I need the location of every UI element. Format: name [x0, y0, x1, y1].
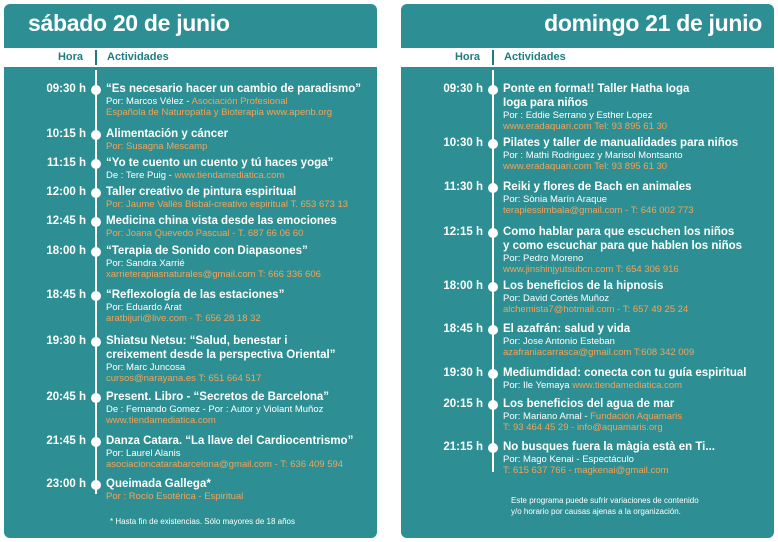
entry-contact: Por: Susagna Mescamp [106, 141, 208, 152]
header-divider [95, 50, 97, 65]
entry-contact: Fundación Aquamaris [590, 411, 683, 422]
actividades-column-header: Actividades [107, 51, 169, 63]
entry-time: 11:30 h [444, 181, 483, 193]
entry-speaker: Por: Marc Juncosa [106, 362, 186, 373]
entry-content [503, 279, 770, 315]
entry-speaker: Por: David Cortés Muñoz [503, 293, 610, 304]
entry-contact: terapiessimbala@gmail.com - T: 646 002 773 [503, 205, 694, 216]
entry-time: 12:45 h [46, 215, 86, 227]
entry-contact: www.tiendamediatica.com [106, 415, 216, 426]
entry-contact: cursos@narayana.es T: 651 664 517 [106, 373, 262, 384]
entry-title: Mediumdidad: conecta con tu guía espiritual [503, 367, 747, 379]
age-note: * Hasta fin de existencias. Sólo mayores de 18 años [110, 517, 295, 526]
timeline-dot [91, 188, 101, 198]
entry-content [106, 127, 373, 152]
entry-speaker: Por: Sònia Marín Araque [503, 194, 608, 205]
timeline-dot [488, 228, 498, 238]
entry-speaker: De : Tere Puig - [106, 170, 175, 181]
timeline-dot [488, 282, 498, 292]
entry-time: 20:45 h [46, 391, 86, 403]
entry-title: Shiatsu Netsu: “Salud, benestar i [106, 335, 288, 347]
header-divider [492, 50, 494, 65]
entry-content [503, 397, 770, 433]
entry-time: 09:30 h [443, 83, 483, 95]
timeline-dot [91, 337, 101, 347]
timeline-dot [488, 369, 498, 379]
entry-time: 11:15 h [47, 157, 86, 169]
timeline-line [492, 70, 494, 472]
entry-speaker: Por: Eduardo Arat [106, 302, 182, 313]
entry-content [106, 82, 373, 118]
sunday-panel [401, 4, 774, 538]
entry-content [106, 477, 373, 502]
entry-title: El azafrán: salud y vida [503, 323, 631, 335]
entry-speaker: De : Fernando Gomez - Por : Autor y Violant Muñoz [106, 404, 324, 415]
entry-contact: xarrieterapiasnaturales@gmail.com T: 666 336 606 [106, 269, 321, 280]
entry-time: 12:15 h [443, 226, 483, 238]
entry-speaker: Por: Pedro Moreno [503, 253, 584, 264]
entry-title: y como escuchar para que hablen los niños [503, 240, 743, 252]
entry-contact: alchemista7@hotmail.com - T: 657 49 25 24 [503, 304, 689, 315]
entry-time: 10:30 h [443, 137, 483, 149]
timeline-dot [91, 247, 101, 257]
entry-time: 21:15 h [443, 441, 483, 453]
entry-title: Taller creativo de pintura espiritual [106, 186, 297, 198]
entry-time: 19:30 h [46, 335, 86, 347]
hora-column-header: Hora [454, 51, 480, 63]
entry-time: 21:45 h [46, 435, 86, 447]
entry-time: 20:15 h [443, 398, 483, 410]
entry-contact: T: 93 464 45 29 - info@aquamaris.org [503, 422, 663, 433]
timeline-dot [488, 400, 498, 410]
entry-title: Medicina china vista desde las emociones [106, 215, 337, 227]
entry-contact: Por : Rocío Esotérica - Espiritual [106, 491, 244, 502]
entry-content [106, 334, 373, 384]
entry-title: creixement desde la perspectiva Oriental” [106, 349, 336, 361]
timeline-dot [91, 437, 101, 447]
entry-contact: Asociación Profesional [191, 96, 288, 107]
entry-speaker: Por: Mago Kenai - Espectáculo [503, 454, 634, 465]
entry-content [106, 214, 373, 239]
entry-content [503, 82, 770, 132]
entry-content [503, 366, 770, 391]
disclaimer-line: y/o horario por causas ajenas a la organización. [511, 507, 681, 516]
timeline-dot [91, 291, 101, 301]
entry-content [503, 225, 770, 275]
timeline-dot [488, 139, 498, 149]
timeline-dot [91, 393, 101, 403]
entry-time: 19:30 h [443, 367, 483, 379]
entry-title: Present. Libro - “Secretos de Barcelona” [106, 391, 330, 403]
entry-content [503, 322, 770, 358]
entry-speaker: Por: Marcos Vélez - [106, 96, 192, 107]
saturday-header-bar [4, 48, 377, 67]
entry-contact: azafraniacarrasca@gmail.com T:608 342 009 [503, 347, 695, 358]
timeline-dot [488, 183, 498, 193]
entry-contact: aratbijuri@live.com - T: 656 28 18 32 [106, 313, 261, 324]
entry-title: Pilates y taller de manualidades para niños [503, 137, 739, 149]
entry-speaker: Por: Ile Yemaya [503, 380, 573, 391]
entry-speaker: Por: Sandra Xarrié [106, 258, 185, 269]
entry-contact: Española de Naturopatía y Bioterapia www.apenb.org [106, 107, 333, 118]
entry-contact: T: 615 637 766 - magkenai@gmail.com [503, 465, 669, 476]
disclaimer-line: Este programa puede sufrir variaciones de contenido [511, 496, 699, 505]
entry-speaker-line [106, 170, 373, 181]
entry-contact: www.tiendamediatica.com [174, 170, 285, 181]
entry-title: Ioga para niños [503, 97, 588, 109]
entry-title: No busques fuera la màgia està en Ti... [503, 441, 715, 453]
timeline-dot [91, 130, 101, 140]
entry-speaker-line [503, 411, 770, 422]
entry-title: “Reflexología de las estaciones” [106, 289, 285, 301]
hora-column-header: Hora [57, 51, 83, 63]
timeline-dot [488, 325, 498, 335]
entry-title: Queimada Gallega* [106, 478, 211, 490]
entry-title: Alimentación y cáncer [106, 128, 229, 140]
entry-content [106, 156, 373, 181]
entry-time: 18:45 h [443, 323, 483, 335]
entry-time: 12:00 h [46, 186, 86, 198]
entry-title: Danza Catara. “La llave del Cardiocentrismo” [106, 435, 354, 447]
entry-content [106, 390, 373, 426]
entry-speaker-line [503, 380, 770, 391]
entry-contact: asociacioncatarabarcelona@gmail.com - T: 636 409 594 [106, 459, 344, 470]
entry-content [503, 136, 770, 172]
entry-speaker: Por : Eddie Serrano y Esther Lopez [503, 110, 653, 121]
entry-content [106, 434, 373, 470]
entry-content [106, 244, 373, 280]
entry-contact: www.tiendamediatica.com [572, 380, 683, 391]
saturday-title: sábado 20 de junio [28, 10, 230, 36]
entry-contact: Por: Joana Quevedo Pascual - T. 687 66 06 60 [106, 228, 304, 239]
sunday-header-bar [401, 48, 774, 67]
entry-title: Como hablar para que escuchen los niños [503, 226, 735, 238]
entry-contact: www.eradaquari.com Tel: 93 895 61 30 [503, 121, 668, 132]
entry-content [106, 185, 373, 210]
sunday-title: domingo 21 de junio [544, 10, 762, 36]
entry-speaker: Por: Jose Antonio Esteban [503, 336, 615, 347]
saturday-panel [4, 4, 377, 538]
entry-contact: Por: Jaume Vallès Bisbal-creativo espiritual T. 653 673 13 [106, 199, 349, 210]
entry-time: 09:30 h [46, 83, 86, 95]
entry-title: “Terapia de Sonido con Diapasones” [106, 245, 308, 257]
entry-speaker: Por: Laurel Alanis [106, 448, 181, 459]
entry-title: Ponte en forma!! Taller Hatha Ioga [503, 83, 690, 95]
entry-content [106, 288, 373, 324]
entry-time: 10:15 h [46, 128, 86, 140]
timeline-dot [488, 85, 498, 95]
entry-title: “Es necesario hacer un cambio de paradismo” [106, 83, 362, 95]
entry-speaker: Por : Mathi Rodriguez y Marisol Montsanto [503, 150, 683, 161]
entry-contact: www.eradaquari.com Tel: 93 895 61 30 [503, 161, 668, 172]
entry-title: Los beneficios del agua de mar [503, 398, 675, 410]
timeline-dot [91, 217, 101, 227]
disclaimer-note [511, 495, 699, 517]
timeline-dot [91, 480, 101, 490]
timeline-dot [488, 443, 498, 453]
entry-time: 18:00 h [46, 245, 86, 257]
entry-title: Reiki y flores de Bach en animales [503, 181, 692, 193]
entry-speaker-line [106, 96, 373, 107]
timeline-dot [91, 85, 101, 95]
actividades-column-header: Actividades [504, 51, 566, 63]
entry-contact: www.jinshinjyutsubcn.com T: 654 306 916 [503, 264, 679, 275]
entry-speaker: Por: Mariano Arnal - [503, 411, 591, 422]
entry-content [503, 440, 770, 476]
entry-time: 18:45 h [46, 289, 86, 301]
entry-title: “Yo te cuento un cuento y tú haces yoga” [106, 157, 334, 169]
entry-time: 18:00 h [443, 280, 483, 292]
entry-content [503, 180, 770, 216]
timeline-dot [91, 159, 101, 169]
entry-time: 23:00 h [46, 478, 86, 490]
entry-title: Los beneficios de la hipnosis [503, 280, 664, 292]
